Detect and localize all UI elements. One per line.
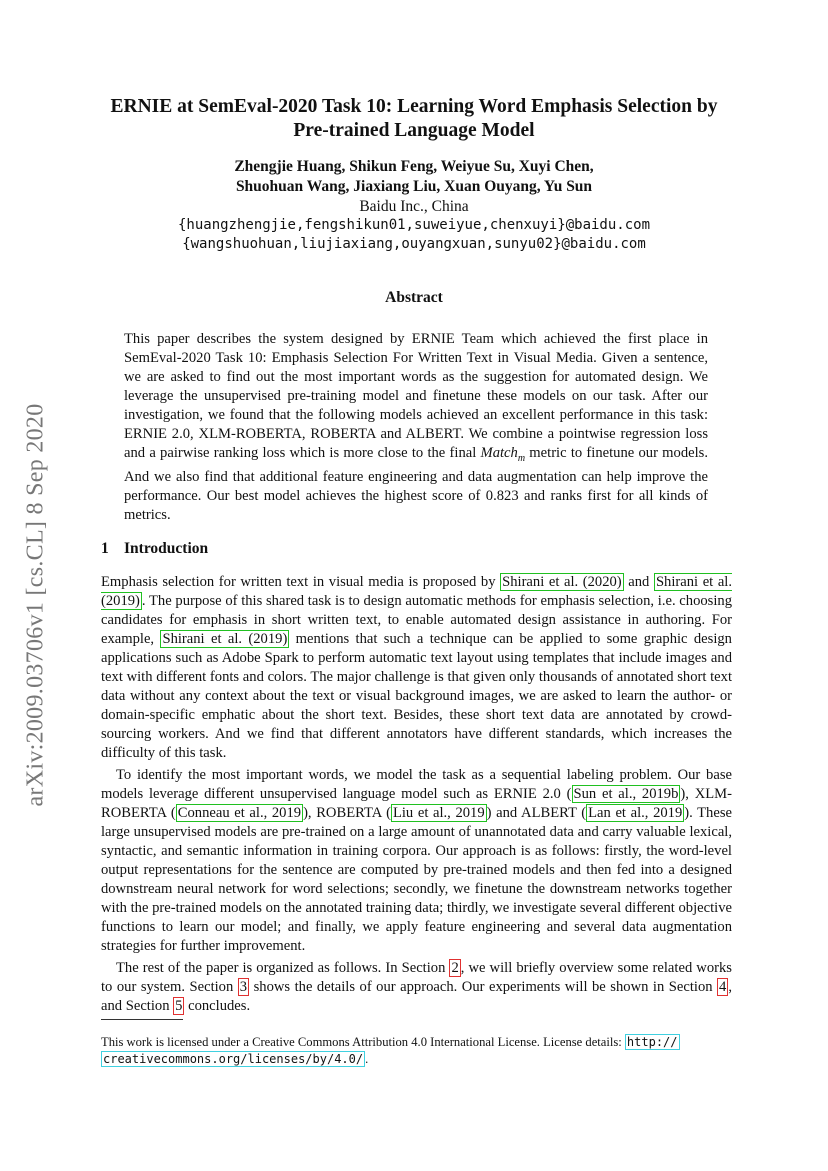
authors-line-1: Zhengjie Huang, Shikun Feng, Weiyue Su, Xuyi Chen, <box>234 158 594 175</box>
citation-link[interactable]: Lan et al., 2019 <box>588 805 683 821</box>
citation-link[interactable]: Shirani et al. (2019) <box>162 631 288 647</box>
arxiv-stamp <box>6 370 66 840</box>
intro-paragraph-3: The rest of the paper is organized as follows. In Section 2 , we will briefly overview some related works to our system. Section 3 shows the details of our approach. Our experiments will be shown in Section 4 , and Section 5 concludes. <box>101 960 732 1014</box>
license-url-link-continued[interactable]: creativecommons.org/licenses/by/4.0/ <box>103 1052 364 1066</box>
section-ref-link[interactable]: 3 <box>239 979 248 995</box>
email-line-1: {huangzhengjie,fengshikun01,suweiyue,chenxuyi}@baidu.com <box>177 217 650 233</box>
match-metric: Match$_m$ <box>480 445 526 464</box>
section-number: 1 <box>101 540 109 557</box>
abstract-text-2: metric to finetune our models. And we also find that additional feature engineering and data augmentation can help improve the performance. Our best model achieves the highest score of 0.823 and ranks first for all kinds of metrics. <box>124 445 708 523</box>
title-line-1: ERNIE at SemEval-2020 Task 10: Learning Word Emphasis Selection by <box>110 96 718 117</box>
author-list <box>100 157 728 197</box>
intro-paragraph-1: Emphasis selection for written text in visual media is proposed by Shirani et al. (2020) and Shirani et al. (2019) . The purpose of this shared task is to design automatic methods for emphasis selection, i.e. choosing candidates for emphasis in short written text, to enable automated design assistance in authoring. For example, Shirani et al. (2019) mentions that such a technique can be applied to some graphic design applications such as Adobe Spark to perform automatic text layout using templates that include images and text with different fonts and colors. The major challenge is that given only thousands of annotated short text data without any context about the text or visual background images, we are asked to learn the author- or domain-specific emphatic about the short text. Besides, these short text data are annotated by crowd-sourcing workers. And we find that different annotators have different standards, which increases the difficulty of this task. <box>101 574 732 761</box>
section-ref-link[interactable]: 5 <box>175 998 183 1014</box>
abstract-text-1: This paper describes the system designed by ERNIE Team which achieved the first place in SemEval-2020 Task 10: Emphasis Selection For Written Text in Visual Media. Given a sentence, we are asked to find out the most important words as the suggestion for automated design. We leverage the unsupervised pre-training model and finetune these models on our task. After our investigation, we found that the following models achieved an excellent performance in this task: ERNIE 2.0, XLM-ROBERTA, ROBERTA and ALBERT. We combine a pointwise regression loss and a pairwise ranking loss which is more close to the final <box>124 331 708 461</box>
license-url-link[interactable]: http:// <box>626 1035 678 1049</box>
affiliation: Baidu Inc., China <box>359 198 469 215</box>
abstract-body <box>124 330 708 525</box>
authors-line-2: Shuohuan Wang, Jiaxiang Liu, Xuan Ouyang, Yu Sun <box>235 178 593 195</box>
section-ref-link[interactable]: 4 <box>719 979 727 995</box>
email-line-2: {wangshuohuan,liujiaxiang,ouyangxuan,sunyu02}@baidu.com <box>182 236 646 252</box>
paper-title <box>80 95 748 143</box>
citation-link[interactable]: Shirani et al. (2020) <box>502 574 622 590</box>
section-heading-introduction <box>101 540 208 558</box>
citation-link[interactable]: Conneau et al., 2019 <box>177 805 302 821</box>
section-title: Introduction <box>124 540 209 557</box>
abstract-heading: Abstract <box>385 289 443 306</box>
title-line-2: Pre-trained Language Model <box>293 120 535 141</box>
intro-paragraph-2: To identify the most important words, we model the task as a sequential labeling problem. Our base models leverage different unsupervised language model such as ERNIE 2.0 ( Sun et al., 2019b ), XLM-ROBERTA ( Conneau et al., 2019 ), ROBERTA ( Liu et al., 2019 ) and ALBERT ( Lan et al., 2019 ). These large unsupervised models are pre-trained on a large amount of unannotated data and carry valuable lexical, syntactic, and semantic information in training corpora. Our approach is as follows: firstly, the word-level output representations for the sentence are computed by pre-trained models and then fed into a designed downstream neural network for word selections; secondly, we finetune the downstream networks together with the pre-trained models on the annotated training data; thirdly, we investigate several different objective functions to learn our model; and finally, we apply feature engineering and several data augmentation strategies for further improvement. <box>101 767 732 954</box>
footnote-rule <box>101 1019 183 1020</box>
license-footnote: This work is licensed under a Creative Commons Attribution 4.0 International License. License details: http:// creativecommons.org/licenses/by/4.0/ . <box>101 1035 678 1066</box>
introduction-body <box>101 573 732 1016</box>
section-ref-link[interactable]: 2 <box>451 960 459 976</box>
citation-link[interactable]: Liu et al., 2019 <box>392 805 485 821</box>
arxiv-identifier[interactable]: arXiv:2009.03706v1 [cs.CL] 8 Sep 2020 <box>22 403 49 807</box>
citation-link[interactable]: Sun et al., 2019b <box>573 786 679 802</box>
citation-link[interactable]: Shirani et al. (2019) <box>101 574 732 609</box>
